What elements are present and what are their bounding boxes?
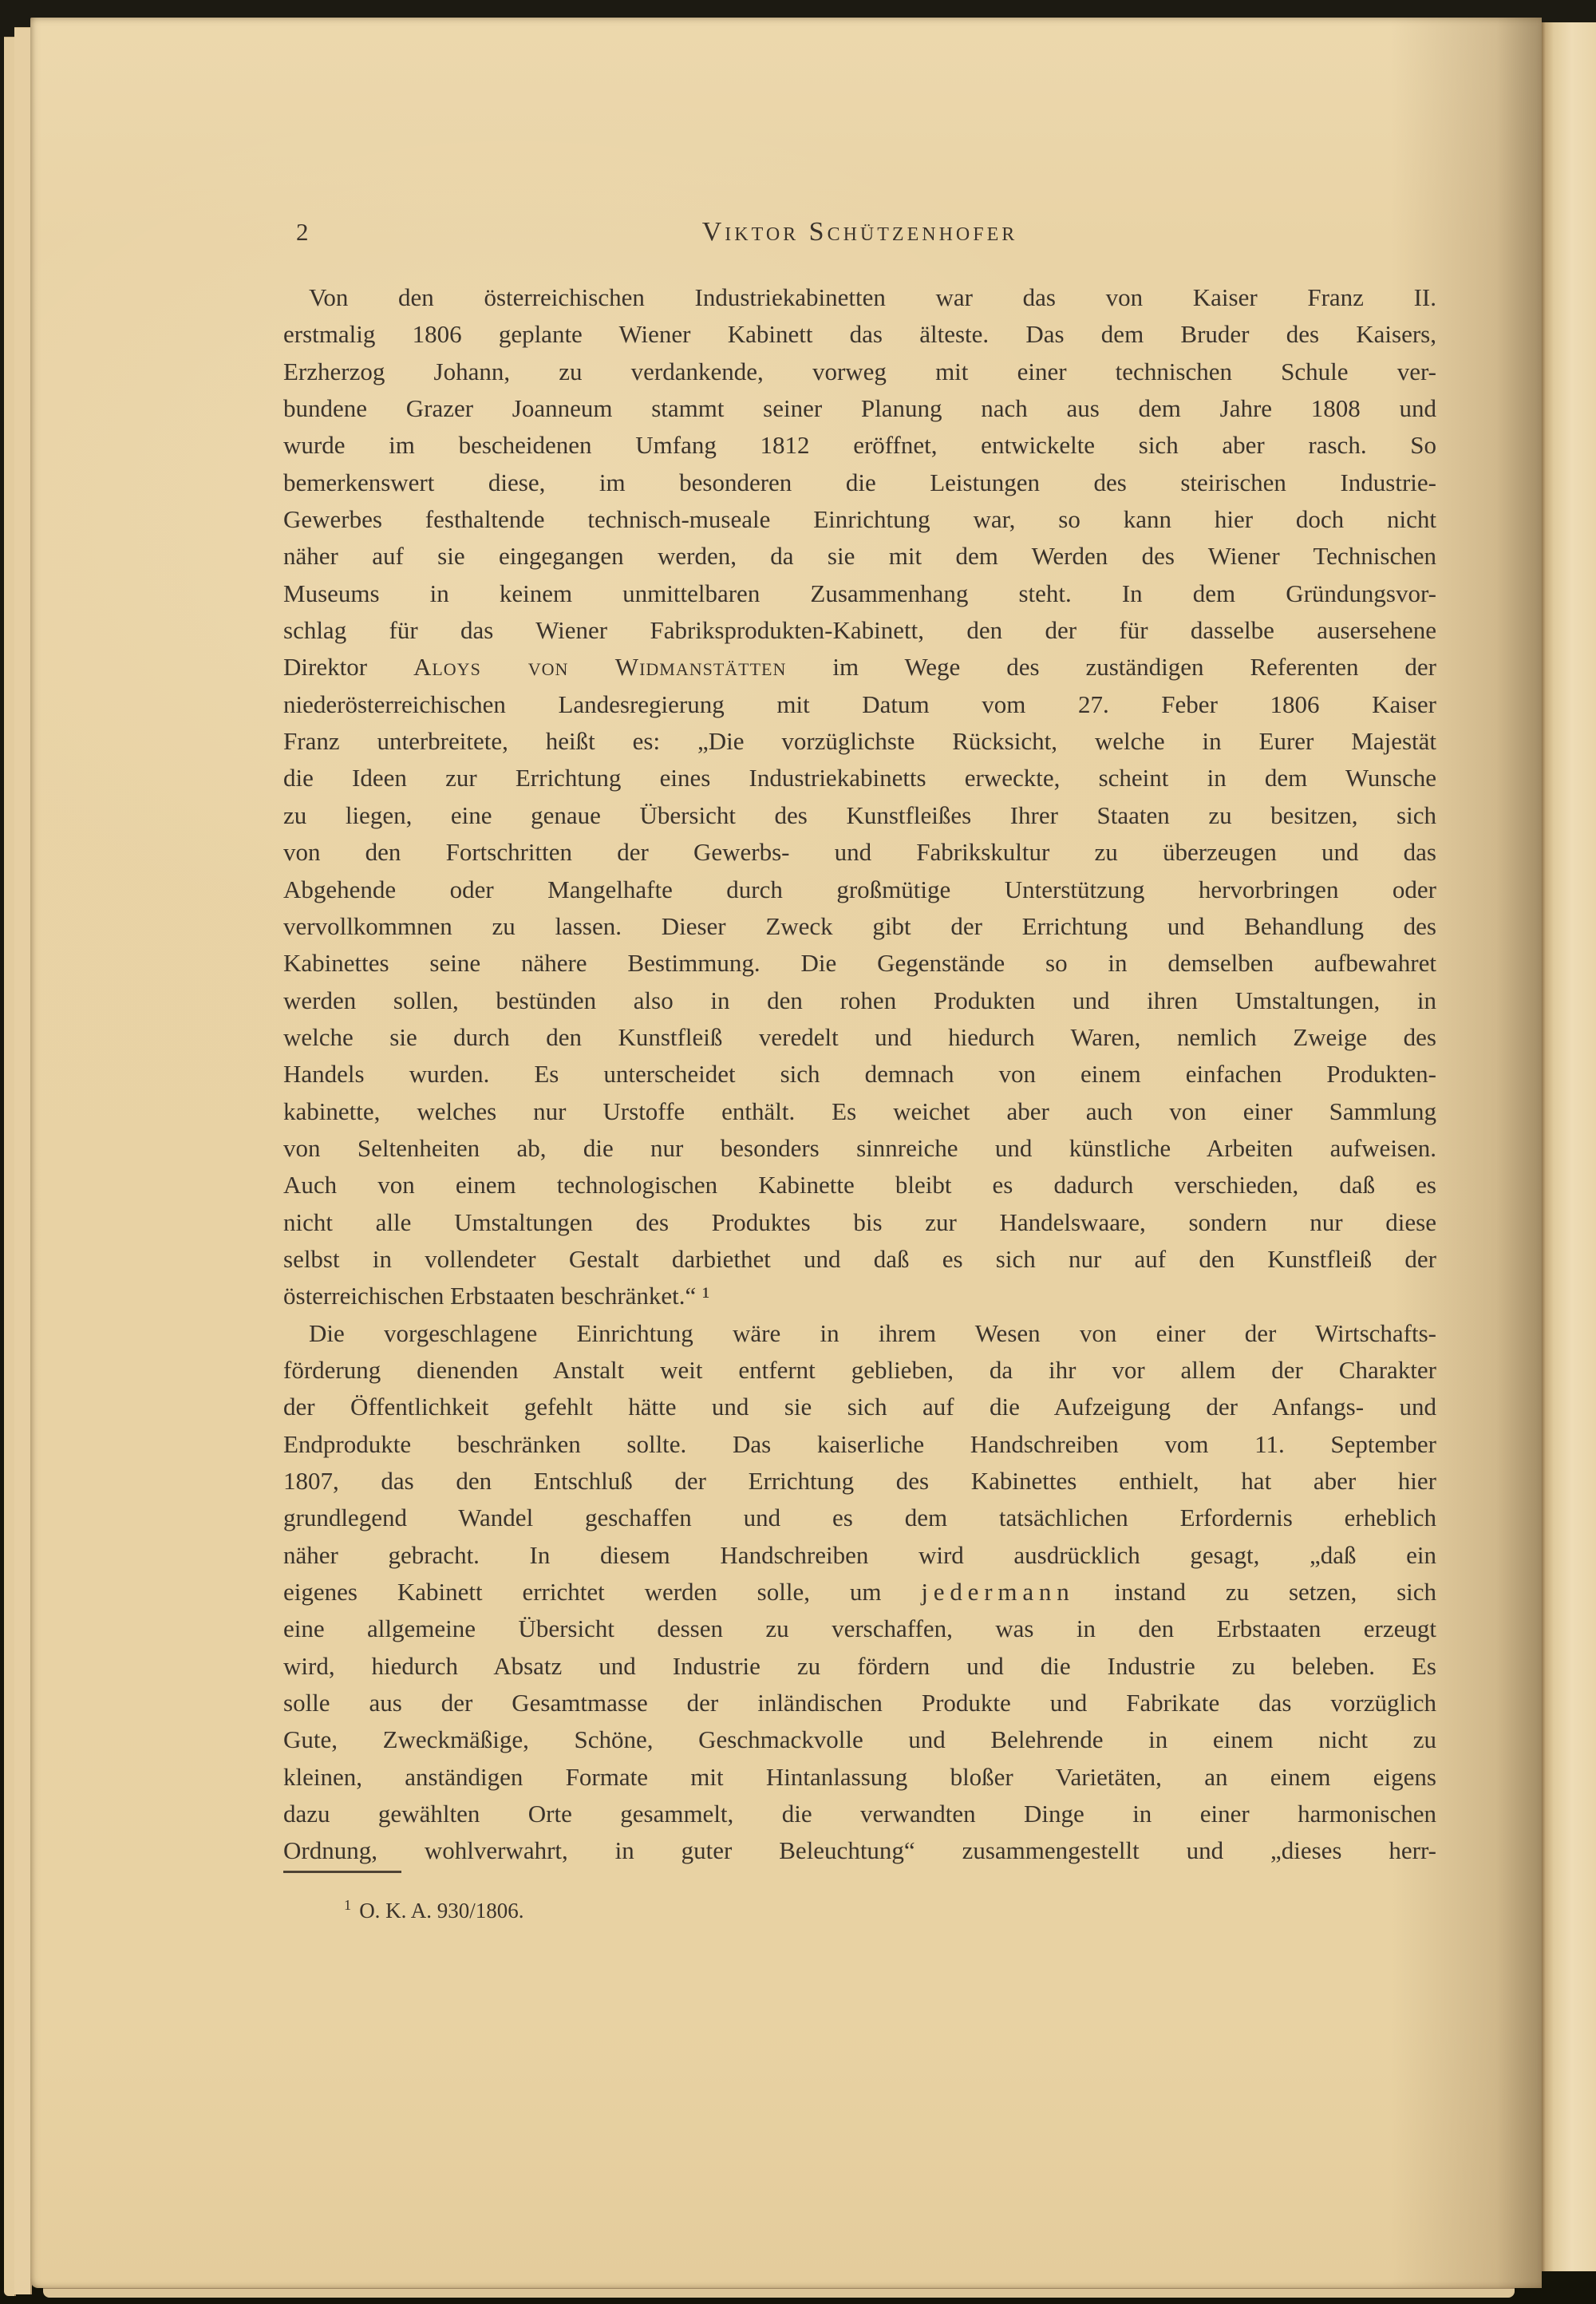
text-line: kleinen, anständigen Formate mit Hintanlassung bloßer Varietäten, an einem eigens [283,1762,1436,1791]
running-header-row [283,214,1436,251]
text-line: kabinette, welches nur Urstoffe enthält. Es weichet aber auch von einer Sammlung [283,1097,1436,1125]
text-line: dazu gewählten Orte gesammelt, die verwandten Dinge in einer harmonischen [283,1800,1436,1828]
text-line: welche sie durch den Kunstfleiß veredelt und hiedurch Waren, nemlich Zweige des [283,1022,1436,1051]
text-line: schlag für das Wiener Fabriksprodukten-Kabinett, den der für dasselbe ausersehene [283,616,1436,645]
footnote-text: O. K. A. 930/1806. [359,1899,524,1923]
text-line: von Seltenheiten ab, die nur besonders sinnreiche und künstliche Arbeiten aufweisen. [283,1133,1436,1162]
running-header: Viktor Schützenhofer [701,217,1018,247]
text-line: österreichischen Erbstaaten beschränket.“ ¹ [283,1282,710,1310]
text-line: selbst in vollendeter Gestalt darbiethet und daß es sich nur auf den Kunstfleiß der [283,1244,1436,1273]
text-line: förderung dienenden Anstalt weit entfernt geblieben, da ihr vor allem der Charakter [283,1355,1436,1384]
facing-page-edge [1542,22,1596,2271]
footnote [283,1888,1497,1927]
text-line: Auch von einem technologischen Kabinette bleibt es dadurch verschieden, daß es [283,1171,1436,1199]
text-segment: im Wege des zuständigen Referenten der [786,653,1436,682]
text-segment: Direktor [283,653,413,682]
text-line: Franz unterbreitete, heißt es: „Die vorzüglichste Rücksicht, welche in Eurer Majestät [283,727,1436,756]
text-block [283,279,1436,1870]
text-line: zu liegen, eine genaue Übersicht des Kunstfleißes Ihrer Staaten zu besitzen, sich [283,800,1436,829]
text-line: von den Fortschritten der Gewerbs- und Fabrikskultur zu überzeugen und das [283,838,1436,867]
text-line: Ordnung, wohlverwahrt, in guter Beleuchtung“ zusammengestellt und „dieses herr- [283,1836,1436,1865]
text-line: Erzherzog Johann, zu verdankende, vorweg mit einer technischen Schule ver- [283,357,1436,385]
text-line: wurde im bescheidenen Umfang 1812 eröffnet, entwickelte sich aber rasch. So [283,431,1436,460]
text-line: vervollkommnen zu lassen. Dieser Zweck gibt der Errichtung und Behandlung des [283,911,1436,940]
smallcaps-text: Aloys von Widmanstätten [413,653,787,682]
text-line: die Ideen zur Errichtung eines Industriekabinetts erweckte, scheint in dem Wunsche [283,764,1436,792]
text-line: der Öffentlichkeit gefehlt hätte und sie sich auf die Aufzeigung der Anfangs- und [283,1393,1436,1421]
text-line: bundene Grazer Joanneum stammt seiner Planung nach aus dem Jahre 1808 und [283,394,1436,423]
text-line: Endprodukte beschränken sollte. Das kaiserliche Handschreiben vom 11. September [283,1429,1436,1458]
text-line: Kabinettes seine nähere Bestimmung. Die Gegenstände so in demselben aufbewahret [283,949,1436,978]
under-page-bottom-edge [43,2287,1515,2298]
text-line: Gute, Zweckmäßige, Schöne, Geschmackvolle und Belehrende in einem nicht zu [283,1725,1436,1754]
text-line: Abgehende oder Mangelhafte durch großmütige Unterstützung hervorbringen oder [283,875,1436,903]
text-line [283,1574,1436,1610]
text-line: Handels wurden. Es unterscheidet sich demnach von einem einfachen Produkten- [283,1060,1436,1089]
text-line: werden sollen, bestünden also in den rohen Produkten und ihren Umstaltungen, in [283,986,1436,1014]
text-line: näher auf sie eingegangen werden, da sie mit dem Werden des Wiener Technischen [283,542,1436,571]
text-line: niederösterreichischen Landesregierung mit Datum vom 27. Feber 1806 Kaiser [283,690,1436,718]
text-line: solle aus der Gesamtmasse der inländischen Produkte und Fabrikate das vorzüglich [283,1689,1436,1717]
spaced-text: jedermann [921,1578,1075,1606]
text-line: eine allgemeine Übersicht dessen zu verschaffen, was in den Erbstaaten erzeugt [283,1614,1436,1643]
text-line: Von den österreichischen Industriekabinetten war das von Kaiser Franz II. [309,283,1436,311]
page-number: 2 [296,218,309,246]
text-segment: instand zu setzen, sich [1074,1578,1436,1606]
text-line: Museums in keinem unmittelbaren Zusammenhang steht. In dem Gründungsvor- [283,579,1436,607]
book-page [30,18,1542,2288]
text-line: Die vorgeschlagene Einrichtung wäre in ihrem Wesen von einer der Wirtschafts- [309,1318,1436,1347]
text-line: wird, hiedurch Absatz und Industrie zu fördern und die Industrie zu beleben. Es [283,1651,1436,1680]
text-line: nicht alle Umstaltungen des Produktes bis zur Handelswaare, sondern nur diese [283,1207,1436,1236]
footnote-marker: 1 [344,1897,352,1913]
text-line: 1807, das den Entschluß der Errichtung des Kabinettes enthielt, hat aber hier [283,1467,1436,1495]
text-line: bemerkenswert diese, im besonderen die Leistungen des steirischen Industrie- [283,468,1436,496]
text-line: Gewerbes festhaltende technisch-museale Einrichtung war, so kann hier doch nicht [283,505,1436,534]
text-line: erstmalig 1806 geplante Wiener Kabinett das älteste. Das dem Bruder des Kaisers, [283,320,1436,349]
footnote-separator-rule [283,1871,401,1873]
text-line: grundlegend Wandel geschaffen und es dem tatsächlichen Erfordernis erheblich [283,1504,1436,1532]
text-line [283,649,1436,686]
text-line: näher gebracht. In diesem Handschreiben wird ausdrücklich gesagt, „daß ein [283,1540,1436,1569]
under-page-edge [14,27,32,2294]
text-segment: eigenes Kabinett errichtet werden solle, um [283,1578,922,1606]
